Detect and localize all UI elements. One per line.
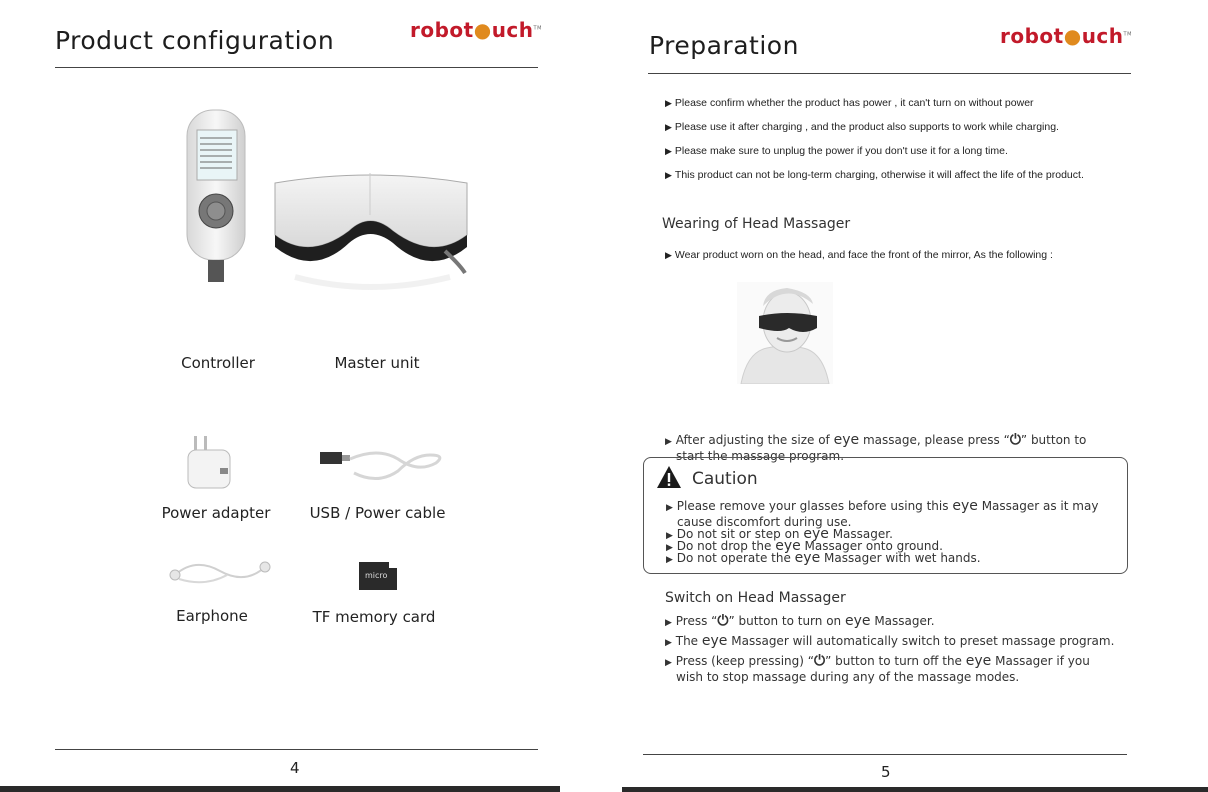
- power-adapter-image: [180, 430, 250, 495]
- tf-card-text: micro: [365, 571, 388, 580]
- caution-bullet-2: ▶ Do not sit or step on eye Massager.: [666, 526, 893, 542]
- caution-bullet-3: ▶ Do not drop the eye Massager onto ground.: [666, 538, 943, 554]
- earphone-label: Earphone: [176, 607, 248, 625]
- master-unit-image: [265, 165, 480, 310]
- switch-heading: Switch on Head Massager: [665, 590, 846, 606]
- bullet-triangle-icon: ▶: [665, 170, 672, 180]
- right-brand-logo: robot●uch™: [1000, 24, 1132, 48]
- right-page-title: Preparation: [649, 31, 799, 60]
- left-page-number: 4: [290, 759, 300, 777]
- warning-icon: [656, 465, 682, 489]
- controller-label: Controller: [181, 354, 255, 372]
- caution-bullet-4: ▶ Do not operate the eye Massager with wet hands.: [666, 550, 981, 566]
- left-brand-logo: robot●uch™: [410, 18, 542, 42]
- bullet-triangle-icon: ▶: [665, 658, 672, 668]
- tf-card-label: TF memory card: [312, 608, 436, 626]
- wearing-photo: [737, 282, 833, 384]
- left-page-title: Product configuration: [55, 26, 335, 55]
- bullet-triangle-icon: ▶: [665, 146, 672, 156]
- power-icon: ⏻: [1009, 432, 1021, 448]
- bullet-triangle-icon: ▶: [665, 437, 672, 447]
- right-page-number: 5: [881, 763, 891, 781]
- bullet-triangle-icon: ▶: [666, 503, 673, 513]
- controller-image: [180, 108, 255, 288]
- prep-bullet-2: ▶ Please use it after charging , and the product also supports to work while charging.: [665, 121, 1059, 133]
- prep-bullet-3: ▶ Please make sure to unplug the power if you don't use it for a long time.: [665, 145, 1008, 157]
- bullet-triangle-icon: ▶: [665, 122, 672, 132]
- bullet-triangle-icon: ▶: [665, 250, 672, 260]
- master-unit-label: Master unit: [334, 354, 420, 372]
- right-header-rule: [648, 73, 1131, 74]
- bullet-triangle-icon: ▶: [666, 543, 673, 553]
- switch-bullet-3: ▶ Press (keep pressing) “⏻” button to turn off the eye Massager if you wish to stop massage during any of the massage modes.: [665, 653, 1090, 684]
- bullet-triangle-icon: ▶: [665, 618, 672, 628]
- tf-card-image: [357, 560, 399, 592]
- adjust-paragraph: ▶ After adjusting the size of eye massage, please press “⏻” button to start the massage program.: [665, 432, 1087, 463]
- prep-bullet-1: ▶ Please confirm whether the product has power , it can't turn on without power: [665, 97, 1034, 109]
- power-adapter-label: Power adapter: [161, 504, 271, 522]
- bullet-triangle-icon: ▶: [665, 98, 672, 108]
- usb-cable-label: USB / Power cable: [309, 504, 446, 522]
- earphone-image: [165, 553, 275, 588]
- right-page-edge: [622, 787, 1208, 792]
- left-footer-rule: [55, 749, 538, 750]
- caution-title: Caution: [692, 469, 758, 489]
- left-page-edge: [0, 786, 560, 792]
- bullet-triangle-icon: ▶: [665, 638, 672, 648]
- power-icon: ⏻: [717, 613, 729, 629]
- left-header-rule: [55, 67, 538, 68]
- switch-bullet-1: ▶ Press “⏻” button to turn on eye Massager.: [665, 613, 935, 629]
- usb-cable-image: [318, 445, 448, 490]
- bullet-triangle-icon: ▶: [666, 555, 673, 565]
- prep-bullet-4: ▶ This product can not be long-term charging, otherwise it will affect the life of the product.: [665, 169, 1084, 181]
- bullet-triangle-icon: ▶: [666, 531, 673, 541]
- caution-bullet-1: ▶ Please remove your glasses before using this eye Massager as it may cause discomfort during use.: [666, 498, 1099, 529]
- power-icon: ⏻: [814, 653, 826, 669]
- wearing-bullet: ▶ Wear product worn on the head, and face the front of the mirror, As the following :: [665, 249, 1053, 261]
- switch-bullet-2: ▶ The eye Massager will automatically switch to preset massage program.: [665, 633, 1115, 649]
- wearing-heading: Wearing of Head Massager: [662, 216, 851, 232]
- right-footer-rule: [643, 754, 1127, 755]
